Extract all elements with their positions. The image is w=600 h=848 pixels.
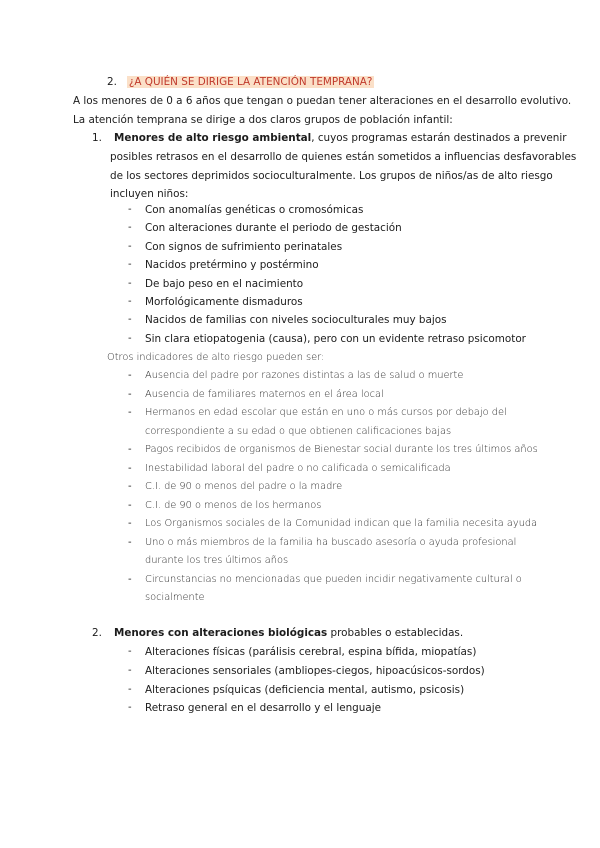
list-item: Con anomalías genéticas o cromosómicas	[145, 204, 364, 216]
group1-number: 1.	[92, 132, 102, 144]
indicator-item: Circunstancias no mencionadas que pueden incidir negativamente cultural o	[145, 573, 522, 585]
bullet-dash: -	[128, 314, 132, 326]
bullet-dash: -	[128, 646, 132, 657]
bullet-dash: -	[128, 296, 132, 307]
bullet-dash: -	[128, 204, 132, 215]
bullet-dash: -	[128, 388, 132, 400]
indicator-item: Inestabilidad laboral del padre o no calificada o semicalificada	[145, 462, 451, 474]
indicator-item: C.I. de 90 o menos del padre o la madre	[145, 481, 343, 492]
bullet-dash: -	[128, 664, 132, 676]
indicator-item: Hermanos en edad escolar que están en uno o más cursos por debajo del	[145, 407, 507, 418]
bullet-dash: -	[128, 518, 132, 529]
list-item: Sin clara etiopatogenia (causa), pero con un evidente retraso psicomotor	[145, 332, 526, 345]
indicator-item: Ausencia del padre por razones distintas a las de salud o muerte	[145, 370, 464, 381]
bullet-dash: -	[128, 259, 132, 271]
bullet-dash: -	[128, 462, 132, 474]
list-item: Alteraciones psíquicas (deficiencia mental, autismo, psicosis)	[145, 683, 465, 696]
bullet-dash: -	[128, 573, 132, 585]
group2-heading	[92, 626, 463, 640]
group1-text-line: posibles retrasos en el desarrollo de quienes están sometidos a influencias desfavorables	[110, 151, 577, 163]
group1-heading	[92, 131, 567, 145]
bullet-dash: -	[128, 277, 132, 289]
bullet-dash: -	[128, 407, 132, 418]
list-item: Nacidos pretérmino y postérmino	[145, 259, 319, 272]
bullet-dash: -	[128, 536, 132, 548]
list-item: Con alteraciones durante el periodo de gestación	[145, 222, 402, 235]
group2-number: 2.	[92, 627, 102, 639]
list-item: Alteraciones físicas (parálisis cerebral, espina bífida, miopatías)	[145, 646, 477, 658]
indicator-item: socialmente	[145, 592, 205, 603]
list-item: De bajo peso en el nacimiento	[145, 277, 304, 290]
group1-text-line: de los sectores deprimidos socioculturalmente. Los grupos de niños/as de alto riesgo	[110, 169, 553, 182]
indicator-item: C.I. de 90 o menos de los hermanos	[145, 499, 322, 511]
other-indicators-intro: Otros indicadores de alto riesgo pueden ser:	[107, 352, 325, 363]
intro-line: La atención temprana se dirige a dos claros grupos de población infantil:	[73, 114, 453, 126]
section-heading	[107, 75, 374, 89]
list-item: Alteraciones sensoriales (ambliopes-ciegos, hipoacúsicos-sordos)	[145, 664, 485, 677]
group2-title: Menores con alteraciones biológicas	[114, 627, 328, 639]
group2-text: probables o establecidas.	[327, 627, 464, 639]
intro-line: A los menores de 0 a 6 años que tengan o puedan tener alteraciones en el desarrollo evolutivo.	[73, 95, 572, 107]
list-item: Retraso general en el desarrollo y el lenguaje	[145, 702, 382, 715]
group1-text-line: incluyen niños:	[110, 188, 189, 200]
bullet-dash: -	[128, 332, 132, 344]
indicator-item: correspondiente a su edad o que obtienen calificaciones bajas	[145, 425, 452, 437]
indicator-item: Uno o más miembros de la familia ha buscado asesoría o ayuda profesional	[145, 536, 517, 548]
group1-text: , cuyos programas estarán destinados a prevenir	[311, 132, 567, 144]
bullet-dash: -	[128, 499, 132, 511]
bullet-dash: -	[128, 370, 132, 381]
bullet-dash: -	[128, 444, 132, 455]
section-number: 2.	[107, 76, 117, 88]
bullet-dash: -	[128, 683, 132, 695]
list-item: Nacidos de familias con niveles socioculturales muy bajos	[145, 314, 447, 327]
indicator-item: Los Organismos sociales de la Comunidad indican que la familia necesita ayuda	[145, 518, 538, 529]
bullet-dash: -	[128, 240, 132, 252]
list-item: Con signos de sufrimiento perinatales	[145, 240, 343, 253]
bullet-dash: -	[128, 702, 132, 714]
indicator-item: Pagos recibidos de organismos de Bienestar social durante los tres últimos años	[145, 444, 538, 455]
bullet-dash: -	[128, 222, 132, 234]
bullet-dash: -	[128, 481, 132, 492]
indicator-item: durante los tres últimos años	[145, 555, 289, 566]
list-item: Morfológicamente dismaduros	[145, 296, 303, 308]
group1-title: Menores de alto riesgo ambiental	[114, 132, 312, 144]
section-title: ¿A QUIÉN SE DIRIGE LA ATENCIÓN TEMPRANA?	[128, 76, 373, 88]
indicator-item: Ausencia de familiares maternos en el área local	[145, 388, 384, 400]
